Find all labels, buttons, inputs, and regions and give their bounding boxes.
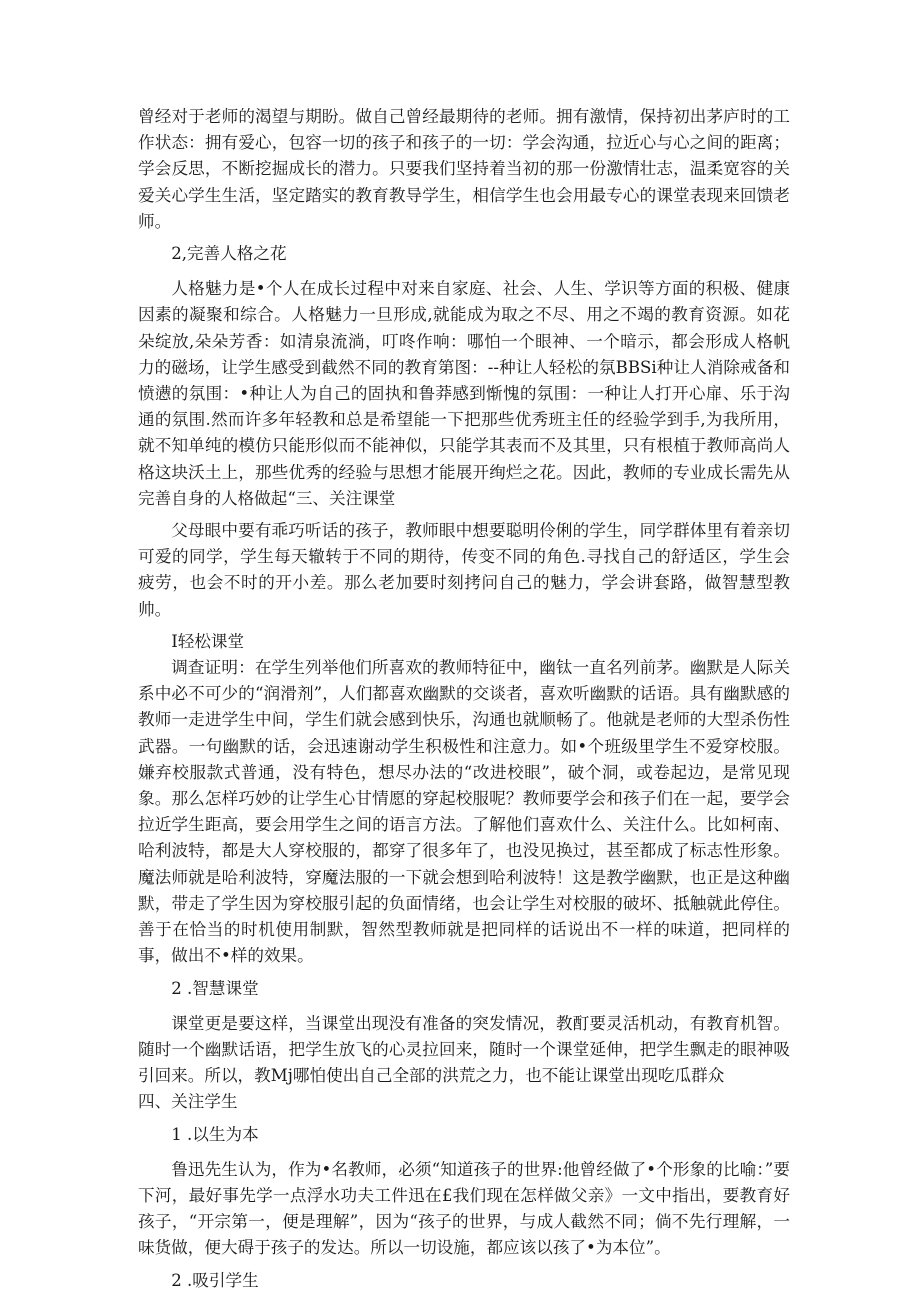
paragraph-lu-xun-quote: 鲁迅先生认为，作为•名教师，必须“知道孩子的世界:他曾经做了•个形象的比喻：”要下河，最好事先学一点浮水功夫工件迅在£我们现在怎样做父亲》一文中指出，要教育好孩子，“开宗第一，便是理解”，因为“孩子的世界，与成人截然不同；倘不先行理解，一味货做，便大碍于孩子的发达。所以一切设施，都应该以孩了•为本位”。 xyxy=(138,1159,790,1258)
section-heading-attract-students: 2 .吸引学生 xyxy=(171,1270,259,1290)
section-heading-relaxed-class: I轻松课堂 xyxy=(171,631,245,651)
paragraph-classroom-agility: 课堂更是要这样，当课堂出现没有准备的突发情况，教酊要灵活机动，有教育机智。随时一个幽默话语，把学生放飞的心灵拉回来，随时一个课堂延伸，把学生飘走的眼神吸引回来。所以，教Mj哪怕使出自己全部的洪荒之力，也不能让课堂出现吃瓜群众 xyxy=(138,1013,790,1086)
section-heading-focus-students: 四、关注学生 xyxy=(138,1092,238,1112)
paragraph-parents-expectations: 父母眼中要有乖巧听话的孩子，教师眼中想要聪明伶俐的学生，同学群体里有着亲切可爱的同学，学生每天辙转于不同的期待，传变不同的角色.寻找自己的舒适区，学生会疲劳，也会不时的开小差。那么老加要时刻拷问自己的魅力，学会讲套路，做智慧型教帅。 xyxy=(138,521,790,619)
paragraph-personality-charm: 人格魅力是•个人在成长过程中对来自家庭、社会、人生、学识等方面的积极、健康因素的凝聚和综合。人格魅力一旦形成,就能成为取之不尽、用之不竭的教育资源。如花朵绽放,朵朵芳香：如清泉流淌，叮咚作响：哪怕一个眼神、一个暗示，都会形成人格帆力的磁场，让学生感受到截然不同的教育第图：--种让人轻松的氛BBSi种让人消除戒备和愤懑的氛围：•种让人为自己的固执和鲁莽感到惭愧的氛围：一种让人打开心扉、乐于沟通的氛围.然而许多年轻教和总是希望能一下把那些优秀班主任的经验学到手,为我所用，就不知单纯的模仿只能形似而不能神似，只能学其表而不及其里，只有根植于教师高尚人格这块沃土上，那些优秀的经验与思想才能展开绚烂之花。因此，教师的专业成长需先从完善自身的人格做起“三、关注课堂 xyxy=(138,279,790,508)
section-heading-smart-class: 2 .智慧课堂 xyxy=(171,978,259,998)
paragraph-humor-survey: 调查证明：在学生列举他们所喜欢的教师特征中，幽钛一直名列前茅。幽默是人际关系中必不可少的“润滑剂”，人们都喜欢幽默的交谈者，喜欢听幽默的话语。具有幽默感的教师一走进学生中间，学生们就会感到快乐，沟通也就顺畅了。他就是老师的大型杀伤性武器。一句幽默的话，会迅速谢动学生积极性和注意力。如•个班级里学生不爱穿校服。嫌弃校服款式普通，没有特色，想尽办法的“改进校眼”，破个洞，或卷起边，是常见现象。那么怎样巧妙的让学生心甘情愿的穿起校服呢？教师要学会和孩子们在一起，要学会拉近学生距高，要会用学生之间的语言方法。了解他们喜欢什么、关注什么。比如柯南、哈利波特，都是大人穿校服的，都穿了很多年了，也没见换过，甚至都成了标志性形象。魔法师就是哈利波特，穿魔法服的一下就会想到哈利波特！这是教学幽默，也正是这种幽默，带走了学生因为穿校服引起的负面情绪，也会让学生对校服的破坏、抵触就此停住。善于在恰当的时机使用制默，智然型教师就是把同样的话说出不一样的味道，把同样的事，做出不•样的效果。 xyxy=(138,658,790,966)
document-body xyxy=(138,104,790,1294)
paragraph-teacher-aspiration: 曾经对于老师的渴望与期盼。做自己曾经最期待的老师。拥有激情，保持初出茅庐时的工作状态：拥有爱心，包容一切的孩子和孩子的一切：学会沟通，拉近心与心之间的距离；学会反思，不断挖掘成长的潜力。只要我们坚持着当初的那一份激情壮志，温柔宽容的关爱关心学生生活，坚定踏实的教育教导学生，相信学生也会用最专心的课堂表现来回馈老师。 xyxy=(138,107,790,231)
section-heading-student-centered: 1 .以生为本 xyxy=(171,1124,259,1144)
section-heading-perfect-personality: 2,完善人格之花 xyxy=(171,244,287,264)
